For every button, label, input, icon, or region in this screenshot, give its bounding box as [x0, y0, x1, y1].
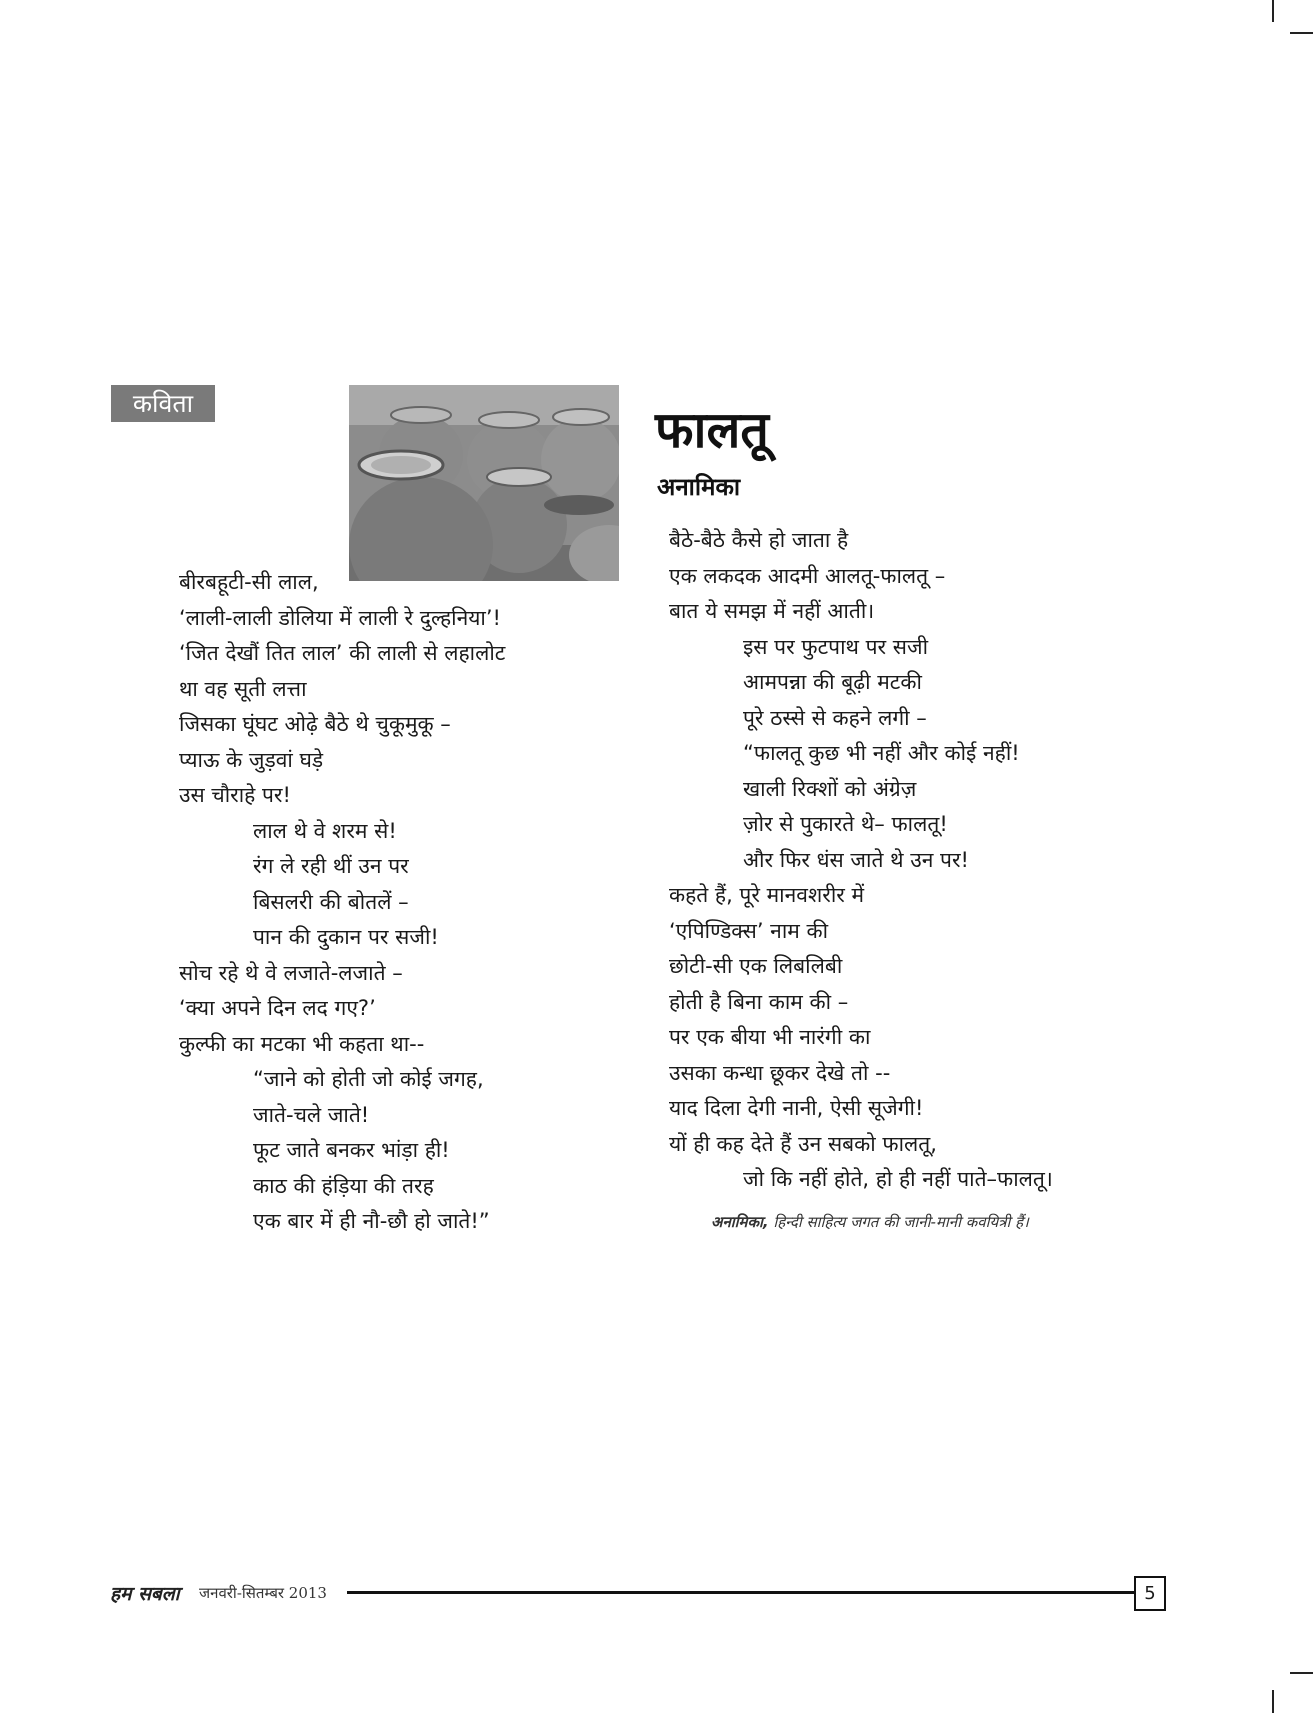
- crop-mark-bottom-horizontal: [1290, 1672, 1313, 1674]
- page-number: 5: [1134, 1576, 1166, 1611]
- footer-rule: [347, 1591, 1134, 1594]
- poem-line: कुल्फी का मटका भी कहता था--: [179, 1031, 425, 1056]
- poem-line: “फालतू कुछ भी नहीं और कोई नहीं!: [743, 741, 1020, 765]
- poem-line: पान की दुकान पर सजी!: [253, 925, 439, 949]
- poem-line: बात ये समझ में नहीं आती।: [669, 599, 875, 623]
- issue-date: जनवरी-सितम्बर 2013: [199, 1584, 327, 1602]
- crop-mark-bottom-vertical: [1272, 1690, 1274, 1713]
- poem-line: “जाने को होती जो कोई जगह,: [253, 1067, 484, 1091]
- poem-line: ‘लाली-लाली डोलिया में लाली रे दुल्हनिया’!: [179, 605, 501, 630]
- poem-line: याद दिला देगी नानी, ऐसी सूजेगी!: [669, 1096, 924, 1120]
- author-bio: [711, 1212, 1029, 1232]
- poem-line: छोटी-सी एक लिबलिबी: [669, 954, 843, 978]
- poem-title: फालतू: [655, 401, 769, 459]
- poem-line: लाल थे वे शरम से!: [253, 818, 397, 843]
- poem-line: आमपन्ना की बूढ़ी मटकी: [743, 670, 922, 694]
- poem-author: अनामिका: [657, 473, 741, 501]
- bio-text: हिन्दी साहित्य जगत की जानी-मानी कवयित्री हैं।: [773, 1213, 1029, 1231]
- poem-line: जिसका घूंघट ओढ़े बैठे थे चुकूमुकू –: [179, 712, 451, 736]
- bio-author-name: अनामिका,: [711, 1213, 769, 1231]
- poem-line: खाली रिक्शों को अंग्रेज़: [743, 776, 917, 801]
- poem-line: पर एक बीया भी नारंगी का: [669, 1025, 871, 1049]
- poem-line: बैठे-बैठे कैसे हो जाता है: [669, 528, 849, 552]
- matka-pots-photo: [349, 385, 619, 581]
- poem-left-column: [179, 565, 505, 1240]
- poem-line: ‘एपिण्डिक्स’ नाम की: [669, 918, 829, 943]
- poem-line: बिसलरी की बोतलें –: [253, 889, 409, 914]
- poem-line: यों ही कह देते हैं उन सबको फालतू,: [669, 1131, 937, 1156]
- poem-line: ‘क्या अपने दिन लद गए?’: [179, 996, 376, 1020]
- poem-line: एक लकदक आदमी आलतू-फालतू –: [669, 563, 946, 588]
- poem-line: इस पर फुटपाथ पर सजी: [743, 634, 929, 659]
- poem-line: प्याऊ के जुड़वां घड़े: [179, 747, 324, 772]
- crop-mark-top-vertical: [1272, 0, 1274, 22]
- magazine-logo: हम सबला: [110, 1583, 180, 1605]
- poem-line: सोच रहे थे वे लजाते-लजाते –: [179, 960, 403, 985]
- poem-line: कहते हैं, पूरे मानवशरीर में: [669, 883, 865, 907]
- poem-line: पूरे ठस्से से कहने लगी –: [743, 705, 927, 730]
- poem-right-column: [669, 523, 1053, 1198]
- crop-mark-top-horizontal: [1290, 32, 1313, 34]
- poem-line: जाते-चले जाते!: [253, 1102, 370, 1127]
- poem-line: और फिर धंस जाते थे उन पर!: [743, 847, 969, 872]
- poem-line: होती है बिना काम की –: [669, 989, 849, 1014]
- poem-line: उसका कन्धा छूकर देखे तो --: [669, 1060, 891, 1085]
- section-tag: कविता: [111, 385, 215, 422]
- poem-line: था वह सूती लत्ता: [179, 676, 307, 701]
- poem-line: बीरबहूटी-सी लाल,: [179, 570, 319, 594]
- poem-line: फूट जाते बनकर भांड़ा ही!: [253, 1138, 450, 1162]
- poem-line: ज़ोर से पुकारते थे– फालतू!: [743, 812, 948, 836]
- poem-line: एक बार में ही नौ-छौ हो जाते!”: [253, 1209, 490, 1233]
- poem-line: ‘जित देखौं तित लाल’ की लाली से लहालोट: [179, 641, 506, 665]
- poem-line: काठ की हंड़िया की तरह: [253, 1173, 434, 1198]
- poem-line: जो कि नहीं होते, हो ही नहीं पाते–फालतू।: [743, 1167, 1053, 1191]
- poem-line: रंग ले रही थीं उन पर: [253, 854, 409, 878]
- poem-line: उस चौराहे पर!: [179, 783, 291, 807]
